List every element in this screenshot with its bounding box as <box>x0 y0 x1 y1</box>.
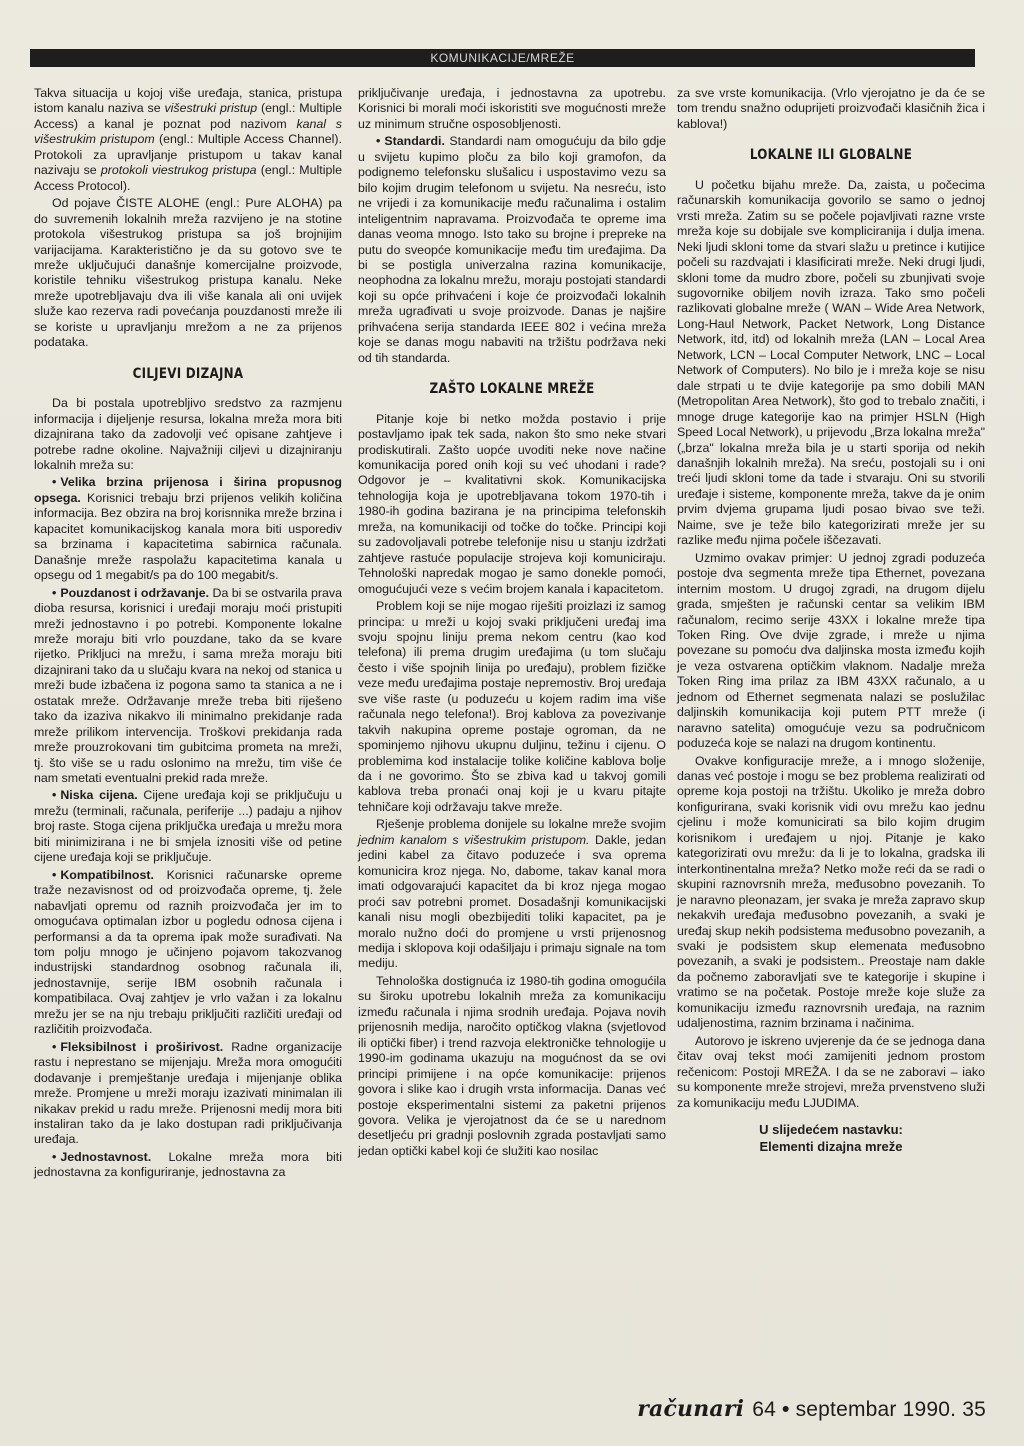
paragraph: Tehnološka dostignuća iz 1980-tih godina omogućila su široku upotrebu lokalnih mreža za komunikaciju između računala i njima srodnih uređaja. Pojava novih prijenosnih medija, naročito optičkog vlakna (svjetlovod ili optički fiber) i trend razvoja elektroničke tehnologije u 1990-im godinama ukazuju na mogućnost da se ovi principi primijene i na opće komunikacije: prijenos govora i slike kao i drugih vrsta informacija. Danas već postoje eksperimentalni sistemi za paketni prijenos govora. Velika je vjerojatnost da će se u narednom desetljeću pri gradnji poslovnih zgrada postavljati samo jedan optički kabel koji će služiti kao nosilac <box>358 973 666 1158</box>
section-heading: LOKALNE ILI GLOBALNE <box>749 147 913 164</box>
bullet-item: • Velika brzina prijenosa i širina propusnog opsega. Korisnici trebaju brzi prijenos velikih količina informacija. Bez obzira na broj korisnnika mreže brzina i kapacitet komunikacijskog kanala mora biti usporediv sa brzinama i kapacitetima sabirnica računala. Današnje mreže raspolažu kapacitetima kanala u opsegu od 1 megabit/s pa do 100 megabit/s. <box>34 475 342 583</box>
next-part-notice <box>677 1121 985 1155</box>
bullet-item: • Jednostavnost. Lokalne mreža mora biti jednostavna za konfiguriranje, jednostavna za <box>34 1149 342 1180</box>
magazine-logo: računari <box>637 1396 745 1422</box>
bullet-icon: • <box>52 788 57 803</box>
bullet-item: • Kompatibilnost. Korisnici računarske opreme traže nezavisnost od od proizvođača opreme, tj. žele nabavljati opremu od raznih proizvođača jer im to omogućava optimalan izbor u pogledu odnosa cijena i performansi a da ta oprema ipak može surađivati. Na tom polju mnogo je učinjeno pojavom takozvanog industrijski standardnog osobnog računala ili, jednostavnije, serije IBM osobnih računala i kompatibilaca. Ovaj zahtjev je vrlo važan i za lokalnu mrežu jer se na nju trebaju priključiti različiti uređaji od različitih proizvođača. <box>34 867 342 1037</box>
bullet-icon: • <box>52 1149 57 1164</box>
paragraph: Uzmimo ovakav primjer: U jednoj zgradi poduzeća postoje dva segmenta mreže tipa Ethernet, povezana internim mostom. U drugoj zgradi, na drugom dijelu grada, smješten je računski centar sa velikim IBM računalom, recimo serije 43XX i lokalne mreže tipa Token Ring. Ove dvije zgrade, i mreže u njima povezane su pomoću dva daljinska mosta između kojih je veza ostvarena optičkim vlaknom. Nadalje mreža Token Ring ima prilaz za IBM 43XX računalo, a u jednom od Ethernet segmenata nalazi se poslužilac daljinskih komunikacija koji putem PTT mreže (i naravno satelita) omogućuje vezu sa područnicom poduzeća koje se nalazi na drugom kontinentu. <box>677 550 985 751</box>
issue-number: 64 <box>752 1398 777 1421</box>
bullet-item: • Standardi. Standardi nam omogućuju da bilo gdje u svijetu kupimo ploču za bilo koji gramofon, da podignemo telefonsku slušalicu i uspostavimo vezu sa bilo kojim drugim telefonom u svijetu. Na nesreću, isto ne vrijedi i za komunikacije među računalima i ostalim inteligentnim napravama. Proizvođača te opreme ima danas veoma mnogo. Isto tako su brojne i prepreke na putu do sveopće komunikacije među tim uređajima. Da bi se postigla univerzalna razina komunikacije, neophodna za lokalnu mrežu, moraju postojati standardi koji su opće prihvaćeni i koje će proizvođači lokalnih mreža ugrađivati u svoje proizvode. Danas je najšire prihvaćena serija standarda IEEE 802 i većina mreža koje se danas mogu nabaviti na tržištu podržava neki od tih standarda. <box>358 134 666 365</box>
page-footer <box>637 1396 986 1422</box>
bullet-icon: • <box>52 867 57 882</box>
paragraph: Od pojave ČISTE ALOHE (engl.: Pure ALOHA) pa do suvremenih lokalnih mreža razvijeno je na stotine protokola višestrukog pristupa sa još brojnijim varijacijama. Karakteristično je da su gotovo sve te mreže uključujući današnje komercijalne proizvode, koristile tehniku višestrukog pristupa kanalu. Neke mreže upotrebljavaju dva ili više kanala ali oni uvijek služe kao rezerva radi povećanja pouzdanosti mreže ili se koriste u upravljanju mrežom a ne za prijenos podataka. <box>34 196 342 350</box>
paragraph: U početku bijahu mreže. Da, zaista, u počecima računarskih komunikacija govorilo se samo o jednoj vrsti mreža. Zatim su se počele pojavljivati razne vrste mreža koje su dobijale sve kompliciranija i dulja imena. Neki ljudi skloni tome da stvari slažu u pretince i kutijice počeli su razdvajati i klasificirati mreže. Neki drugi ljudi, skloni tome da mudro zbore, počeli su zbunjivati svoje sugovornike obiljem novih izraza. Tako smo počeli razlikovati globalne mreže ( WAN – Wide Area Network, Long-Haul Network, Packet Network, Long Distance Network, itd, itd) od lokalnih mreža (LAN – Local Area Network, LCN – Local Computer Network, LNC – Local Network of Computers). No bilo je i mreža koje se nisu dale strpati u te dvije kategorije pa smo dobili MAN (Metropolitan Area Network), što god to trebalo značiti, i mnoge druge kategorije kao na primjer HSLN (High Speed Local Network), u prijevodu „Brza lokalna mreža" („brza" lokalna mreža bila je u starti sporija od nekih današnjih lokalnih mreža). Na sreću, postojali su i oni treći ljudi skloni tome da tade i stvaraju. Oni su stvorili uređaje i sisteme, komponente mreža, takve da je onim prvim dvjema grupama ljudi posao bivao sve teži. Naime, sve je teže bilo kategorizirati mreže jer su razlike među njima počele iščezavati. <box>677 177 985 548</box>
bullet-icon: • <box>52 1039 57 1054</box>
bullet-item: • Fleksibilnost i proširivost. Radne organizacije rastu i neprestano se mijenjaju. Mreža mora omogućiti dodavanje i premještanje uređaja i mijenjanje oblika mreže. Promjene u mreži moraju izazivati minimalan ili nikakav prekid u radu mreže. Prijenosni medij mora biti instaliran tako da je lako dostupan radi priključivanja uređaja. <box>34 1039 342 1147</box>
next-part-title: Elementi dizajna mreže <box>759 1139 903 1154</box>
bullet-item: • Niska cijena. Cijene uređaja koji se priključuju u mrežu (terminali, računala, periferije ...) padaju a njihov broj raste. Stoga cijena priključka uređaja u mrežu mora biti minimizirana i ne bi smjela iznositi više od petine cijene uređaja koji se priključuje. <box>34 788 343 865</box>
paragraph: priključivanje uređaja, i jednostavna za upotrebu. Korisnici bi morali moći iskoristiti sve mogućnosti mreže uz minimum stručne osposobljenosti. <box>358 86 666 131</box>
bullet-icon: • <box>376 134 381 149</box>
column-1 <box>34 86 342 1183</box>
column-2 <box>358 86 666 1161</box>
paragraph: Pitanje koje bi netko možda postavio i prije postavljamo ipak tek sada, nakon što smo neke stvari prodiskutirali. Zašto uopće uvoditi neke nove načine komunikacija pored onih koji su već uhodani i rade? Odgovor je – kvalitativni skok. Komunikacijska tehnologija koja je upotrebljavana tokom 1970-tih i 1980-ih godina bazirana je na principima telefonskih mreža, na komunikaciji od točke do točke. Principi koji su zadovoljavali potrebe telefonije nisu u stanju izdržati zahtjeve rastuće populacije strojeva koji komuniciraju. Tehnološki napredak mogao je samo donekle pomoći, omogućujući veze s većim brojem kanala i kapacitetom. <box>358 411 666 596</box>
paragraph: za sve vrste komunikacija. (Vrlo vjerojatno je da će se tom trendu snažno oduprijeti proizvođači klasičnih žica i kablova!) <box>677 86 985 131</box>
issue-date: septembar 1990. <box>795 1398 957 1421</box>
bullet-icon: • <box>52 585 57 600</box>
paragraph: Takva situacija u kojoj više uređaja, stanica, pristupa istom kanalu naziva se višestruki pristup (engl.: Multiple Access) a kanal je poznat pod nazivom kanal s višestrukim pristupom (engl.: Multiple Access Channel). Protokoli za upravljanje pristupom u takav kanal nazivaju se protokoli viestrukog pristupa (engl.: Multiple Access Protocol). <box>34 86 342 193</box>
bullet-item: • Pouzdanost i održavanje. Da bi se ostvarila prava dioba resursa, korisnici i uređaji moraju moći pristupiti mreži jednostavno i po potrebi. Komponente lokalne mreže moraju biti vrlo pouzdane, tako da se kvare rijetko. Prikljuci na mrežu, i sama mreža moraju biti dizajnirani tako da u slučaju kvara na nekoj od stanica u mreži bude izbačena iz pogona samo ta stanica a ne i ostatak mreže. Održavanje mreže treba biti riješeno tako da izaziva nikakvo ili minimalno prekidanje rada mreže prilikom intervencija. Troškovi prekidanja rada mreže prouzrokovani tim gubitcima prometa na mreži, tj. što više se u radu oslonimo na mrežu, tim više će nam smetati eventualni prekid rada mreže. <box>34 585 342 786</box>
column-3 <box>677 86 985 1155</box>
next-part-label: U slijedećem nastavku: <box>759 1122 903 1137</box>
paragraph: Autorovo je iskreno uvjerenje da će se jednoga dana čitav ovaj tekst moći zamijeniti jednom prostom rečenicom: Postoji MREŽA. I da se ne zaboravi – iako su komponente mreže strojevi, mreža prvenstveno služi za komunikaciju među LJUDIMA. <box>677 1033 985 1110</box>
paragraph: Rješenje problema donijele su lokalne mreže svojim jednim kanalom s višestrukim pristupom. Dakle, jedan jedini kabel za čitavo poduzeće i sva oprema komunicira kroz njega. No, dabome, takav kanal mora imati odgovarajući kapacitet da bi kroz njega mogao proći sav potrebni promet. Dosadašnji komunikacijski kanali nisu mogli obezbijediti toliki kapacitet, pa je moralo nužno doći do promjene u vrsti prijenosnog medija i sklopova koji odašiljaju i primaju signale na tom mediju. <box>358 817 666 971</box>
section-heading: ZAŠTO LOKALNE MREŽE <box>429 381 595 398</box>
page-number: 35 <box>962 1398 986 1421</box>
paragraph: Problem koji se nije mogao riješiti proizlazi iz samog principa: u mreži u kojoj svaki priključeni uređaj ima svoju spojnu liniju prema nekom centru (kao kod telefona) ili prema drugim uređajima (u tom slučaju često i više spojnih linija po uređaju), problem fizičke veze među uređajima postaje nepremostiv. Broj uređaja sve više raste (u poduzeću u kojem radim ima više računala nego telefona!). Broj kablova za povezivanje takvih nakupina opreme postaje ogroman, da ne spominjemo njihovu ukupnu duljinu, težinu i cijenu. O problemima kod instalacije tolike količine kablova bolje da i ne govorimo. Što se zbiva kad u takvoj gomili kablova treba pronaći onaj koji je u kvaru pitajte tehničare koji održavaju takve mreže. <box>358 599 666 814</box>
separator-dot-icon: • <box>782 1398 790 1421</box>
paragraph: Da bi postala upotrebljivo sredstvo za razmjenu informacija i dijeljenje resursa, lokalna mreža mora biti dizajnirana tako da zadovolji već opisane zahtjeve i potrebe radne okoline. Najvažniji ciljevi u dizajniranju lokalnih mreža su: <box>34 396 342 472</box>
bullet-icon: • <box>52 475 57 490</box>
section-heading: CILJEVI DIZAJNA <box>132 365 244 382</box>
paragraph: Ovakve konfiguracije mreže, a i mnogo složenije, danas već postoje i mogu se bez problema realizirati od opreme koja postoji na tržištu. Ukoliko je mreža dobro konfigurirana, svaki korisnik vidi ovu mrežu kao jednu cjelinu i može komunicirati sa bilo kojim drugim korisnikom i uređajem u njoj. Pitanje je kako kategorizirati ovu mrežu: da li je to lokalna, gradska ili interkontinentalna mreža? Netko može reći da se radi o skupini raznovrsnih mreža, međusobno povezanih. To je naravno pleonazam, jer svaka je mreža zapravo skup nekakvih uređaja međusobno povezanih, a svaki je uređaj skup nekih podsistema međusobno povezanih, a svaki je podsistem skup elemenata međusobno povezanih, a svaki je podsistem.. Preostaje nam dakle da počnemo zaboravljati sve te kategorije i skupine i vratimo se na početak. Postoje mreže koje služe za komunikaciju između raznovrsnih uređaja, na raznim udaljenostima, raznim brzinama i načinima. <box>677 753 985 1031</box>
section-header: KOMUNIKACIJE/MREŽE <box>30 49 975 67</box>
